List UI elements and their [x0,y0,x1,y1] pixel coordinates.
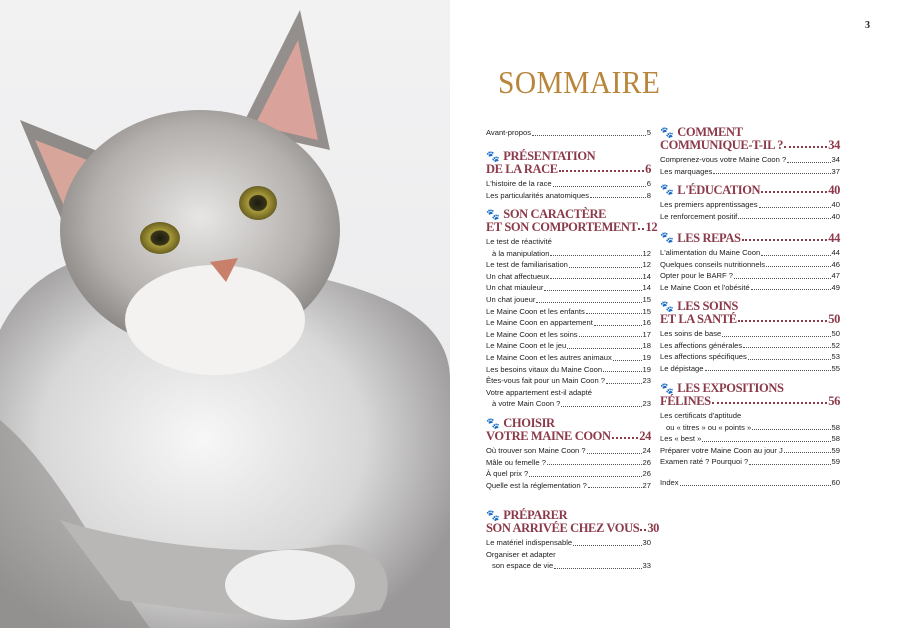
toc-entry[interactable]: Votre appartement est-il adapté [486,387,592,397]
dot-leader [751,289,831,290]
dot-leader [638,228,644,230]
section-page: 30 [647,521,660,535]
dot-leader [743,347,830,348]
dot-leader [680,485,831,486]
toc-entry[interactable]: Examen raté ? Pourquoi ? 59 [660,457,840,467]
paw-icon: 🐾 [486,418,500,430]
dot-leader [544,290,641,291]
paw-icon: 🐾 [660,301,674,313]
toc-index [660,477,840,489]
dot-leader [702,441,830,442]
entry-page: 24 [642,446,651,455]
toc-entry[interactable]: Avant-propos 5 [486,128,651,137]
toc-entry-continued[interactable]: à votre Main Coon ? 23 [492,399,651,409]
dot-leader [734,278,831,279]
entry-page: 40 [831,200,840,209]
toc-entry[interactable]: Les premiers apprentissages 40 [660,200,840,209]
entry-page: 8 [646,190,651,200]
dot-leader [640,529,646,531]
dot-leader [586,313,642,314]
section-heading[interactable]: 🐾 PRÉPARER SON ARRIVÉE CHEZ VOUS 30 [486,508,660,535]
entry-page: 49 [831,282,840,292]
toc-entry[interactable]: Le renforcement positif 40 [660,211,840,221]
dot-leader [749,464,830,465]
toc-entry[interactable]: Comprenez-vous votre Maine Coon ? 34 [660,155,840,164]
toc-entry[interactable]: Les « best » 58 [660,434,840,444]
toc-section [486,417,651,491]
toc-entry[interactable]: L'alimentation du Maine Coon 44 [660,248,840,257]
entry-page: 15 [642,294,651,304]
dot-leader [606,383,642,384]
toc-entry[interactable]: Le Maine Coon et les autres animaux 19 [486,352,651,362]
toc-entry[interactable]: Mâle ou femelle ? 26 [486,457,651,467]
dot-leader [612,437,639,439]
entry-page: 12 [642,260,651,270]
toc-section [660,184,840,222]
paw-icon: 🐾 [486,209,500,221]
entry-page: 59 [831,457,840,467]
dot-leader [547,464,642,465]
entry-page: 15 [642,306,651,316]
toc-entry[interactable]: À quel prix ? 26 [486,469,651,479]
entry-page: 23 [642,376,651,386]
dot-leader [590,197,646,198]
paw-icon: 🐾 [660,383,674,395]
page-number: 3 [865,20,870,31]
paw-icon: 🐾 [486,510,500,522]
section-page: 56 [828,394,840,408]
toc-entry[interactable]: Index 60 [660,478,840,487]
section-page: 12 [645,220,658,234]
toc-section [660,300,840,374]
dot-leader [787,162,830,163]
dot-leader [532,135,646,136]
toc-entry[interactable]: Le Maine Coon en appartement 16 [486,318,651,328]
dot-leader [742,239,828,241]
dot-leader [761,191,827,193]
paw-icon: 🐾 [660,127,674,139]
dot-leader [550,255,641,256]
paw-icon: 🐾 [660,184,674,196]
dot-leader [553,186,646,187]
toc-entry[interactable]: Les affections générales 52 [660,340,840,350]
dot-leader [761,255,830,256]
toc-entry[interactable]: Un chat joueur 15 [486,294,651,304]
entry-page: 30 [642,538,651,547]
entry-page: 16 [642,318,651,328]
dot-leader [759,207,831,208]
toc-entry[interactable]: L'histoire de la race 6 [486,179,651,188]
entry-page: 59 [831,445,840,455]
toc-entry-continued[interactable]: à la manipulation 12 [492,248,651,258]
page-title: SOMMAIRE [498,64,661,100]
entry-page: 60 [831,478,840,487]
entry-page: 5 [646,128,651,137]
entry-page: 18 [642,341,651,351]
section-heading[interactable]: 🐾 PRÉSENTATION DE LA RACE 6 [486,149,651,176]
dot-leader [536,302,641,303]
entry-page: 40 [831,211,840,221]
entry-page: 12 [642,248,651,258]
dot-leader [569,267,642,268]
toc-entry[interactable]: Les marquages 37 [660,166,840,176]
toc-entry[interactable]: Le test de familiarisation 12 [486,260,651,270]
toc-entry[interactable]: Le Maine Coon et le jeu 18 [486,341,651,351]
table-of-contents-page [450,0,900,628]
dot-leader [594,325,642,326]
paw-icon: 🐾 [660,232,674,244]
section-page: 50 [828,312,840,326]
dot-leader [603,371,641,372]
dot-leader [559,170,644,172]
toc-entry[interactable]: Organiser et adapter [486,549,556,559]
entry-page: 14 [642,271,651,281]
toc-entry[interactable]: Un chat miauleur 14 [486,283,651,293]
entry-page: 55 [831,363,840,373]
dot-leader [748,359,831,360]
dot-leader [766,266,830,267]
toc-entry-continued[interactable]: son espace de vie 33 [492,561,651,571]
toc-entry[interactable]: Le Maine Coon et les soins 17 [486,329,651,339]
toc-avant-propos [486,127,651,139]
entry-page: 44 [831,248,840,257]
dot-leader [705,370,831,371]
entry-page: 14 [642,283,651,293]
toc-entry[interactable]: Le dépistage 55 [660,363,840,373]
section-heading[interactable]: 🐾 LES EXPOSITIONS FÉLINES 56 [660,381,840,408]
toc-section [486,207,658,410]
entry-page: 52 [831,340,840,350]
section-heading[interactable]: 🐾 LES SOINS ET LA SANTÉ 50 [660,299,840,326]
toc-section [486,508,660,572]
dot-leader [784,452,831,453]
entry-page: 58 [831,434,840,444]
entry-page: 47 [831,271,840,281]
toc-entry[interactable]: Les soins de base 50 [660,329,840,338]
entry-page: 6 [646,179,651,188]
dot-leader [784,146,827,148]
entry-page: 19 [642,352,651,362]
dot-leader [573,545,641,546]
toc-entry[interactable]: Le Maine Coon et les enfants 15 [486,306,651,316]
dot-leader [529,476,641,477]
toc-entry[interactable]: Quelle est la réglementation ? 27 [486,480,651,490]
toc-entry[interactable]: Le test de réactivité [486,237,552,246]
entry-page: 37 [831,166,840,176]
section-page: 6 [645,162,651,176]
toc-entry[interactable]: Préparer votre Maine Coon au jour J 59 [660,445,840,455]
dot-leader [752,429,830,430]
dot-leader [561,406,641,407]
dot-leader [613,360,642,361]
entry-page: 23 [642,399,651,409]
toc-entry-continued[interactable]: ou « titres » ou « points » 58 [666,422,840,432]
section-page: 24 [639,429,651,443]
toc-entry[interactable]: Les particularités anatomiques 8 [486,190,651,200]
entry-page: 58 [831,422,840,432]
dot-leader [579,336,642,337]
dot-leader [554,568,641,569]
entry-page: 46 [831,259,840,269]
entry-page: 33 [642,561,651,571]
dot-leader [738,218,830,219]
toc-entry[interactable]: Les certificats d'aptitude [660,411,742,420]
section-heading[interactable]: 🐾 COMMENT COMMUNIQUE-T-IL ? 34 [660,125,840,152]
toc-section [486,150,651,201]
dot-leader [567,348,641,349]
dot-leader [550,278,641,279]
section-heading[interactable]: 🐾 L'ÉDUCATION 40 [660,183,840,197]
entry-page: 34 [831,155,840,164]
entry-page: 27 [642,480,651,490]
toc-entry[interactable]: Un chat affectueux 14 [486,271,651,281]
entry-page: 17 [642,329,651,339]
dot-leader [712,402,828,404]
dot-leader [722,336,830,337]
dot-leader [587,453,642,454]
section-page: 34 [828,138,840,152]
toc-entry[interactable]: Êtes-vous fait pour un Main Coon ? 23 [486,376,651,386]
entry-page: 19 [642,364,651,374]
toc-section [660,126,840,177]
entry-page: 50 [831,329,840,338]
entry-page: 53 [831,352,840,362]
section-heading[interactable]: 🐾 CHOISIR VOTRE MAINE COON 24 [486,416,651,443]
dot-leader [738,320,828,322]
section-page: 44 [828,231,840,245]
dot-leader [588,487,642,488]
toc-section [660,232,840,293]
section-page: 40 [828,183,840,197]
entry-page: 26 [642,457,651,467]
section-heading[interactable]: 🐾 LES REPAS 44 [660,231,840,245]
paw-icon: 🐾 [486,151,500,163]
toc-entry[interactable]: Les affections spécifiques 53 [660,352,840,362]
toc-entry[interactable]: Où trouver son Maine Coon ? 24 [486,446,651,455]
toc-entry[interactable]: Le Maine Coon et l'obésité 49 [660,282,840,292]
dot-leader [713,173,830,174]
toc-entry[interactable]: Le matériel indispensable 30 [486,538,651,547]
section-heading[interactable]: 🐾 SON CARACTÈRE ET SON COMPORTEMENT 12 [486,207,658,234]
entry-page: 26 [642,469,651,479]
toc-entry[interactable]: Les besoins vitaux du Maine Coon 19 [486,364,651,374]
toc-entry[interactable]: Quelques conseils nutritionnels 46 [660,259,840,269]
maine-coon-cat-photo [0,0,450,628]
toc-entry[interactable]: Opter pour le BARF ? 47 [660,271,840,281]
toc-section [660,382,840,468]
